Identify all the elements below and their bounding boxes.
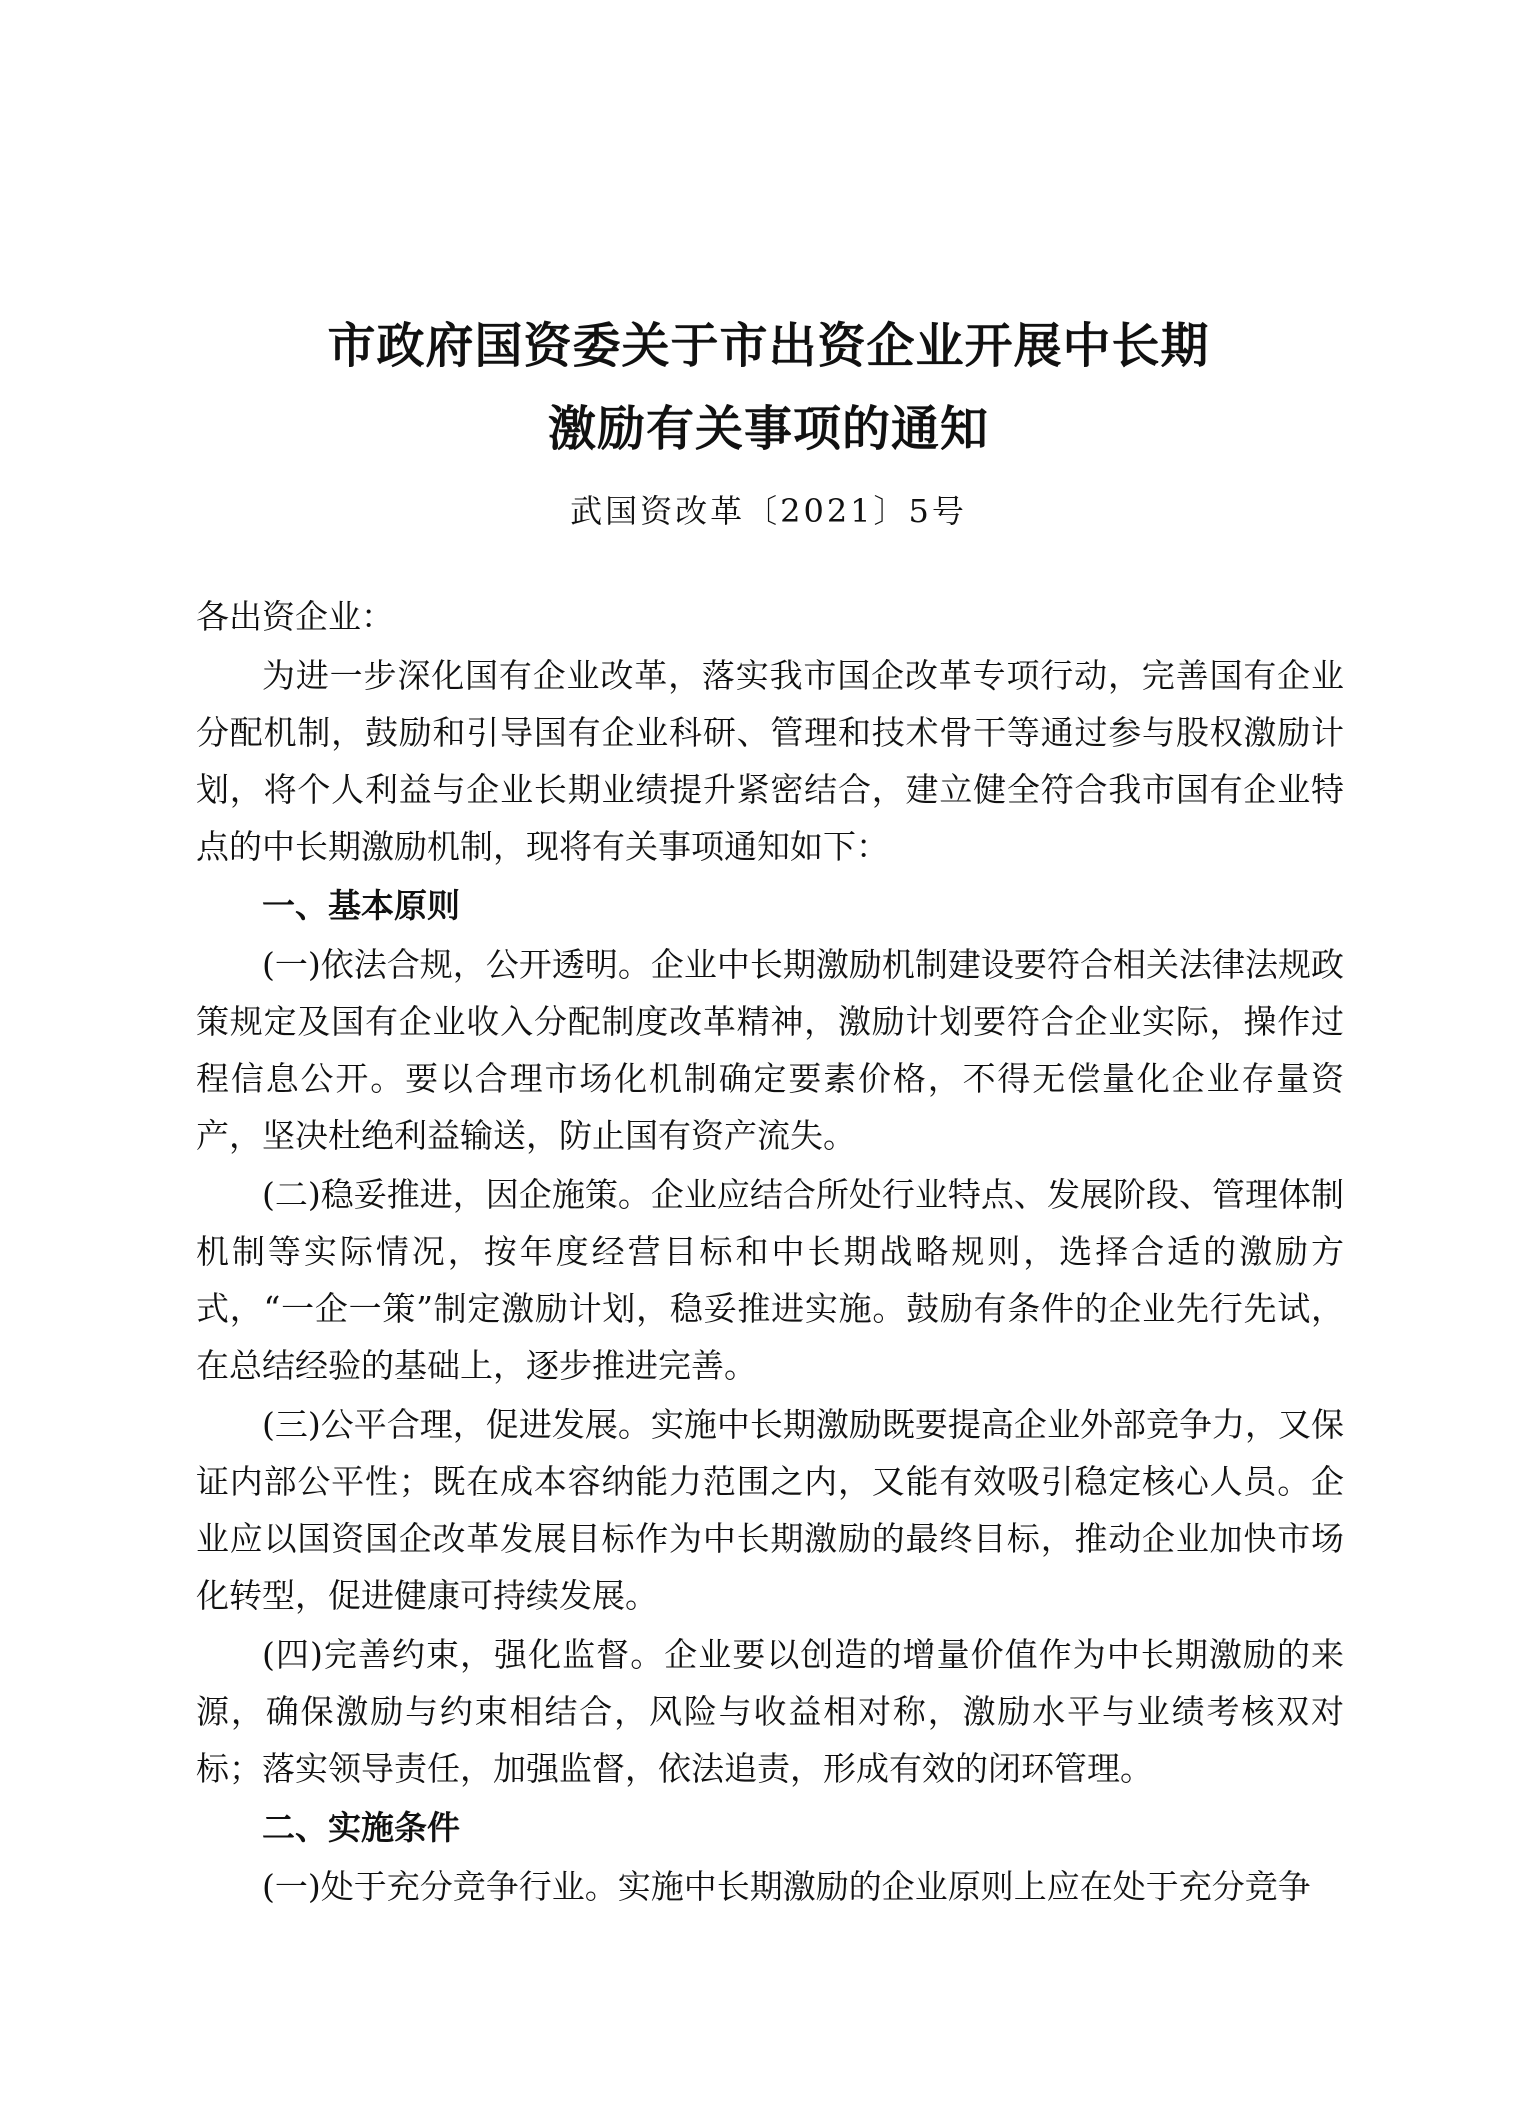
section1-heading: 一、基本原则 [262, 886, 460, 925]
document-title-line1: 市政府国资委关于市出资企业开展中长期 [327, 318, 1210, 374]
section2-heading: 二、实施条件 [262, 1808, 460, 1847]
principle-2: (二)稳妥推进，因企施策。企业应结合所处行业特点、发展阶段、管理体制机制等实际情况，按年度经营目标和中长期战略规则，选择合适的激励方式，“一企一策”制定激励计划，稳妥推进实施。鼓励有条件的企业先行先试，在总结经验的基础上，逐步推进完善。 [196, 1175, 1344, 1385]
intro-paragraph: 为进一步深化国有企业改革，落实我市国企改革专项行动，完善国有企业分配机制，鼓励和引导国有企业科研、管理和技术骨干等通过参与股权激励计划，将个人利益与企业长期业绩提升紧密结合，建立健全符合我市国有企业特点的中长期激励机制，现将有关事项通知如下： [196, 656, 1344, 866]
document-title-line2: 激励有关事项的通知 [547, 401, 989, 457]
salutation: 各出资企业： [196, 597, 394, 636]
principle-1: (一)依法合规，公开透明。企业中长期激励机制建设要符合相关法律法规政策规定及国有企业收入分配制度改革精神，激励计划要符合企业实际，操作过程信息公开。要以合理市场化机制确定要素价格，不得无偿量化企业存量资产，坚决杜绝利益输送，防止国有资产流失。 [196, 945, 1344, 1155]
document-body [196, 588, 1344, 1915]
principle-4: (四)完善约束，强化监督。企业要以创造的增量价值作为中长期激励的来源，确保激励与约束相结合，风险与收益相对称，激励水平与业绩考核双对标；落实领导责任，加强监督，依法追责，形成有效的闭环管理。 [196, 1635, 1344, 1788]
condition-1: (一)处于充分竞争行业。实施中长期激励的企业原则上应在处于充分竞争 [262, 1867, 1311, 1906]
document-number: 武国资改革〔2021〕5号 [570, 492, 967, 530]
principle-3: (三)公平合理，促进发展。实施中长期激励既要提高企业外部竞争力，又保证内部公平性；既在成本容纳能力范围之内，又能有效吸引稳定核心人员。企业应以国资国企改革发展目标作为中长期激励的最终目标，推动企业加快市场化转型，促进健康可持续发展。 [196, 1405, 1344, 1615]
